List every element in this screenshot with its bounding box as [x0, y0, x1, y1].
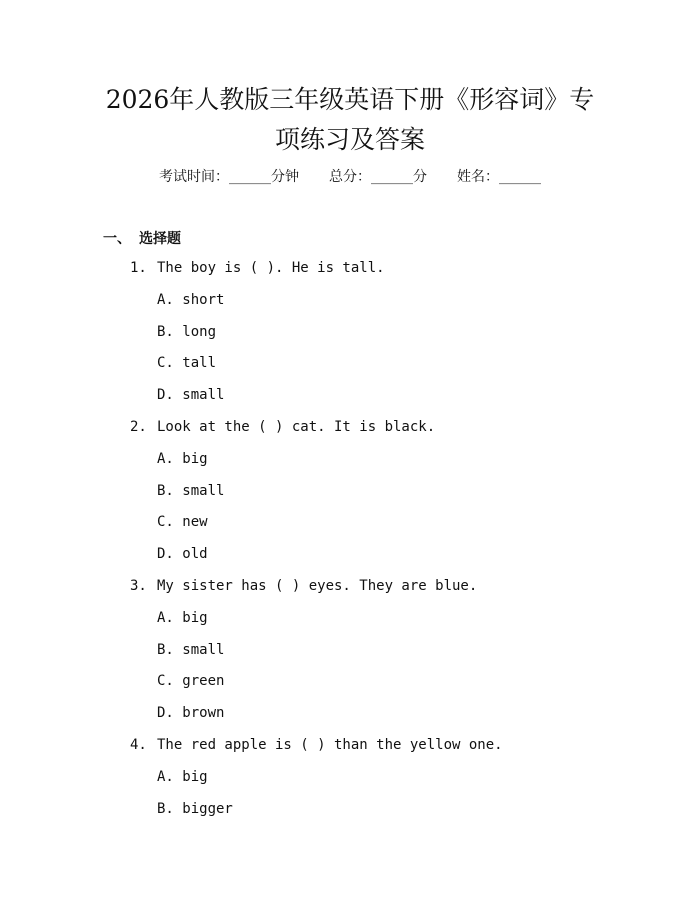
question-3	[0, 576, 700, 608]
option-3a: A. big	[157, 609, 208, 626]
question-number: 2.	[130, 418, 147, 435]
title-line-1: 2026年人教版三年级英语下册《形容词》专	[105, 85, 595, 114]
question-text: My sister has ( ) eyes. They are blue.	[157, 577, 478, 594]
option-2c: C. new	[157, 514, 208, 531]
section-heading	[103, 229, 181, 249]
exam-info	[0, 167, 700, 187]
question-2	[0, 417, 700, 449]
question-list	[0, 258, 700, 830]
option-3b: B. small	[157, 641, 225, 658]
option-1c: C. tall	[157, 355, 217, 372]
question-number: 1.	[130, 260, 147, 276]
question-text: The red apple is ( ) than the yellow one.	[157, 736, 503, 753]
exam-score: 总分：______分	[329, 169, 427, 185]
question-text: The boy is ( ). He is tall.	[157, 260, 385, 276]
exam-name: 姓名：______	[457, 169, 541, 185]
option-1b: B. long	[157, 323, 217, 340]
question-number: 3.	[130, 577, 147, 594]
section-number: 一、	[103, 231, 131, 247]
option-2a: A. big	[157, 450, 208, 467]
option-3d: D. brown	[157, 705, 225, 722]
section-title: 选择题	[139, 231, 181, 247]
option-1d: D. small	[157, 387, 225, 404]
option-3c: C. green	[157, 673, 225, 690]
option-4b: B. bigger	[157, 800, 233, 817]
title-line-2: 项练习及答案	[274, 125, 425, 154]
question-4	[0, 735, 700, 767]
question-text: Look at the ( ) cat. It is black.	[157, 418, 436, 435]
question-number: 4.	[130, 736, 147, 753]
document-title	[0, 80, 700, 160]
option-2d: D. old	[157, 546, 208, 563]
option-4a: A. big	[157, 768, 208, 785]
option-1a: A. short	[157, 291, 225, 308]
option-2b: B. small	[157, 482, 225, 499]
question-1	[0, 258, 700, 290]
exam-time: 考试时间：______分钟	[159, 169, 299, 185]
